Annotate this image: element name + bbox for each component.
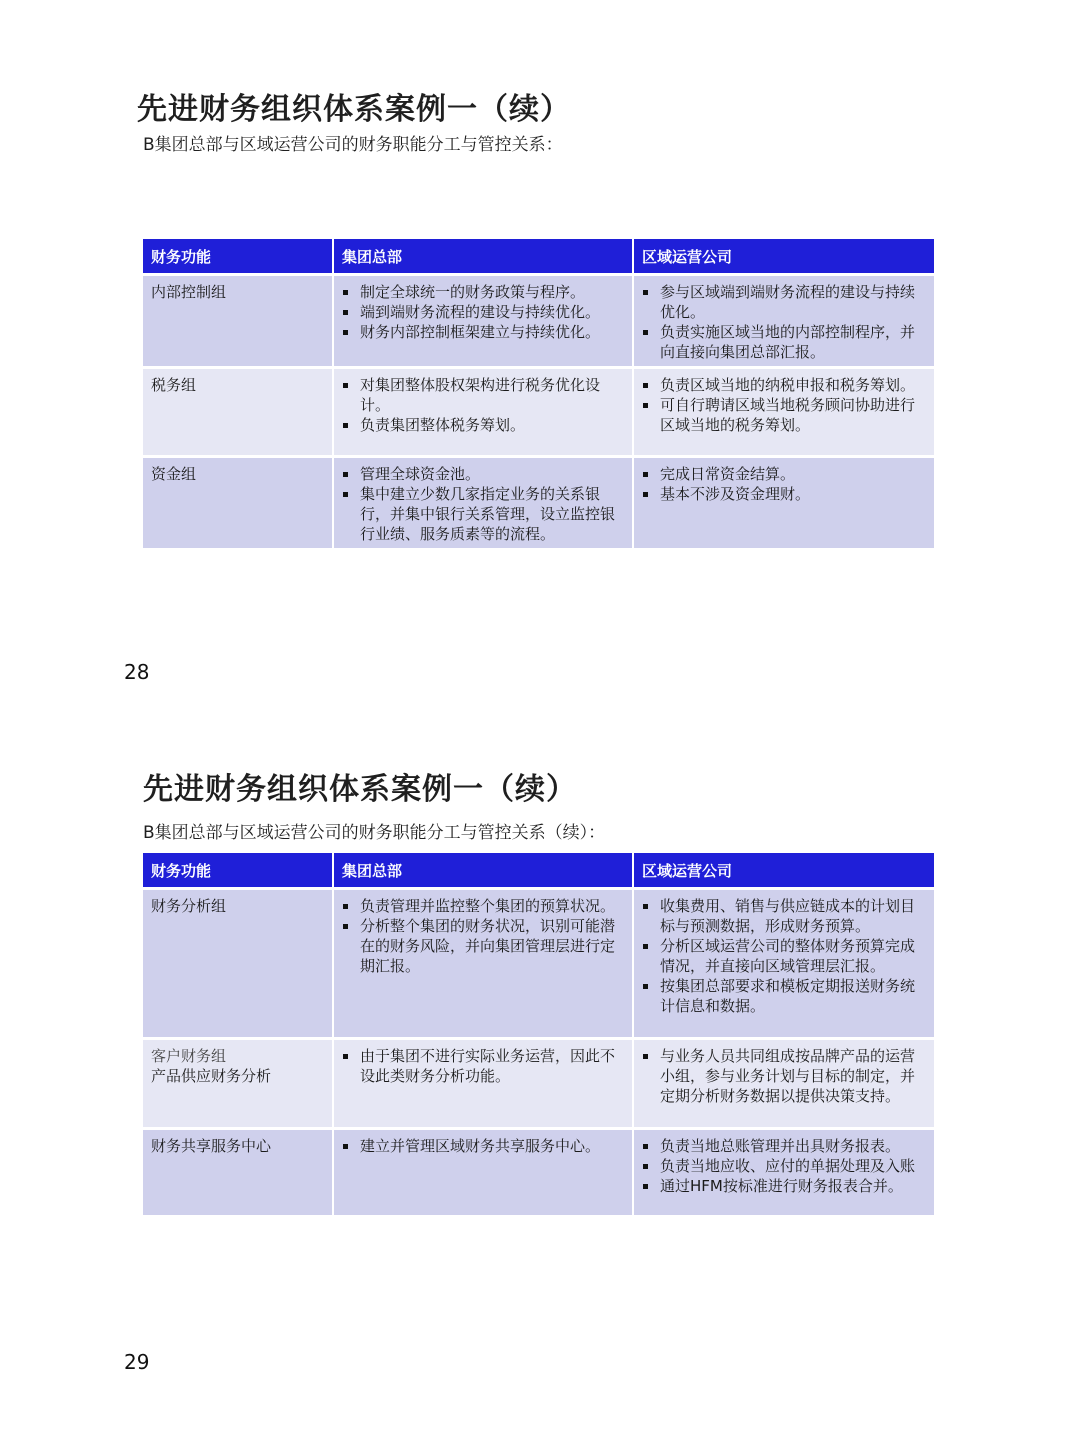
- bullet-item: 财务内部控制框架建立与持续优化。: [360, 322, 624, 342]
- finance-table: [143, 853, 934, 1218]
- bullet-item: 负责实施区域当地的内部控制程序，并向直接向集团总部汇报。: [660, 322, 926, 362]
- bullet-item: 负责区域当地的纳税申报和税务筹划。: [660, 375, 926, 395]
- function-cell: [143, 1039, 333, 1129]
- hq-cell: [333, 889, 633, 1039]
- bullet-item: 负责当地总账管理并出具财务报表。: [660, 1136, 926, 1156]
- regional-cell: [633, 275, 934, 368]
- function-cell: [143, 457, 333, 550]
- column-header-function: 财务功能: [143, 239, 333, 275]
- function-cell: [143, 889, 333, 1039]
- bullet-item: 与业务人员共同组成按品牌产品的运营小组，参与业务计划与目标的制定，并定期分析财务数据以提供决策支持。: [660, 1046, 926, 1106]
- function-name: 客户财务组: [151, 1047, 227, 1065]
- function-name: 财务分析组: [151, 897, 227, 915]
- bullet-item: 分析区域运营公司的整体财务预算完成情况，并直接向区域管理层汇报。: [660, 936, 926, 976]
- table-row: [143, 1129, 934, 1217]
- bullet-item: 可自行聘请区域当地税务顾问协助进行区域当地的税务筹划。: [660, 395, 926, 435]
- regional-cell: [633, 457, 934, 550]
- bullet-item: 完成日常资金结算。: [660, 464, 926, 484]
- bullet-item: 负责当地应收、应付的单据处理及入账: [660, 1156, 926, 1176]
- bullet-item: 基本不涉及资金理财。: [660, 484, 926, 504]
- function-name: 产品供应财务分析: [151, 1067, 272, 1085]
- function-cell: [143, 1129, 333, 1217]
- finance-table: [143, 239, 934, 551]
- column-header-hq: 集团总部: [333, 853, 633, 889]
- column-header-regional: 区域运营公司: [633, 239, 934, 275]
- hq-cell: [333, 368, 633, 457]
- slide-title: 先进财务组织体系案例一（续）: [143, 772, 577, 807]
- function-name: 财务共享服务中心: [151, 1137, 272, 1155]
- bullet-item: 建立并管理区域财务共享服务中心。: [360, 1136, 624, 1156]
- function-name: 资金组: [151, 465, 197, 483]
- table-header-row: [143, 239, 934, 275]
- function-cell: [143, 275, 333, 368]
- column-header-regional: 区域运营公司: [633, 853, 934, 889]
- regional-cell: [633, 368, 934, 457]
- bullet-item: 通过HFM按标准进行财务报表合并。: [660, 1176, 926, 1196]
- slide-subtitle: B集团总部与区域运营公司的财务职能分工与管控关系：: [143, 135, 563, 155]
- bullet-item: 集中建立少数几家指定业务的关系银行，并集中银行关系管理，设立监控银行业绩、服务质素等的流程。: [360, 484, 624, 544]
- page-number: 28: [124, 660, 150, 684]
- column-header-hq: 集团总部: [333, 239, 633, 275]
- table-row: [143, 889, 934, 1039]
- bullet-item: 对集团整体股权架构进行税务优化设计。: [360, 375, 624, 415]
- page-number: 29: [124, 1350, 150, 1374]
- hq-cell: [333, 275, 633, 368]
- bullet-item: 管理全球资金池。: [360, 464, 624, 484]
- bullet-item: 按集团总部要求和模板定期报送财务统计信息和数据。: [660, 976, 926, 1016]
- function-name: 税务组: [151, 376, 197, 394]
- bullet-item: 分析整个集团的财务状况，识别可能潜在的财务风险，并向集团管理层进行定期汇报。: [360, 916, 624, 976]
- bullet-item: 端到端财务流程的建设与持续优化。: [360, 302, 624, 322]
- bullet-item: 制定全球统一的财务政策与程序。: [360, 282, 624, 302]
- regional-cell: [633, 1129, 934, 1217]
- hq-cell: [333, 457, 633, 550]
- bullet-item: 负责管理并监控整个集团的预算状况。: [360, 896, 624, 916]
- regional-cell: [633, 889, 934, 1039]
- column-header-function: 财务功能: [143, 853, 333, 889]
- bullet-item: 由于集团不进行实际业务运营，因此不设此类财务分析功能。: [360, 1046, 624, 1086]
- bullet-item: 负责集团整体税务筹划。: [360, 415, 624, 435]
- table-header-row: [143, 853, 934, 889]
- bullet-item: 收集费用、销售与供应链成本的计划目标与预测数据，形成财务预算。: [660, 896, 926, 936]
- table-row: [143, 368, 934, 457]
- bullet-item: 参与区域端到端财务流程的建设与持续优化。: [660, 282, 926, 322]
- slide-subtitle: B集团总部与区域运营公司的财务职能分工与管控关系（续）：: [143, 823, 606, 843]
- hq-cell: [333, 1129, 633, 1217]
- table-row: [143, 1039, 934, 1129]
- hq-cell: [333, 1039, 633, 1129]
- table-row: [143, 275, 934, 368]
- regional-cell: [633, 1039, 934, 1129]
- function-name: 内部控制组: [151, 283, 227, 301]
- table-row: [143, 457, 934, 550]
- function-cell: [143, 368, 333, 457]
- slide-title: 先进财务组织体系案例一（续）: [137, 92, 571, 127]
